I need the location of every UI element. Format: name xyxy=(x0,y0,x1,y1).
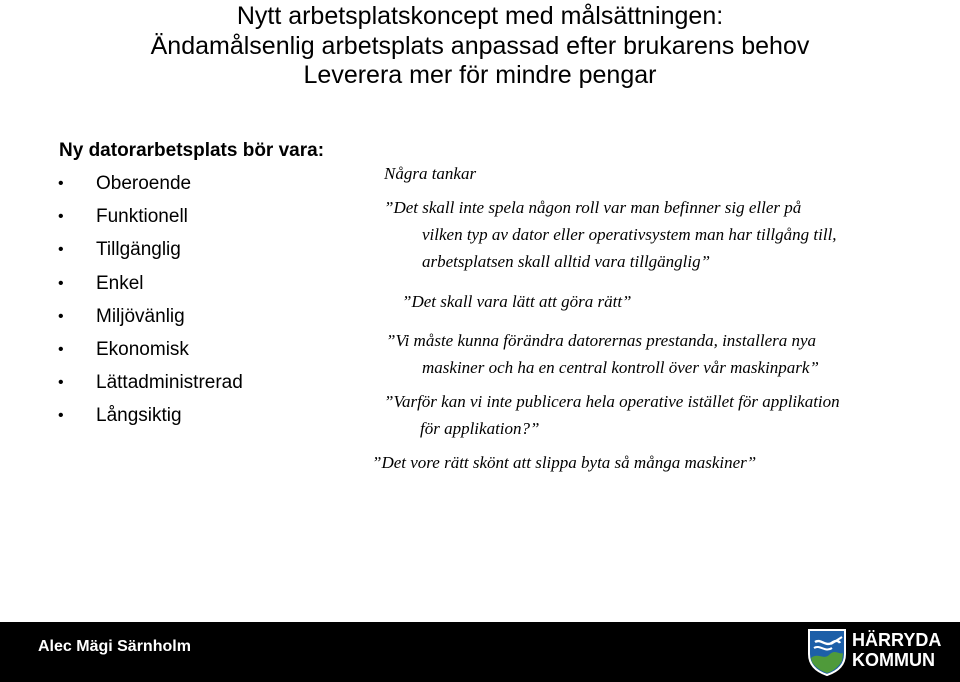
bullet-icon: • xyxy=(58,208,64,226)
title-line-3: Leverera mer för mindre pengar xyxy=(303,61,657,89)
bullet-icon: • xyxy=(58,274,64,292)
presenter-name: Alec Mägi Särnholm xyxy=(38,638,191,655)
logo-text-line-1: HÄRRYDA xyxy=(852,630,942,650)
list-item: • Långsiktig xyxy=(58,402,243,435)
list-item: • Oberoende xyxy=(58,170,243,203)
bullet-icon: • xyxy=(58,175,64,192)
quote-4-line-1: ”Varför kan vi inte publicera hela operative istället för applikation xyxy=(384,392,840,411)
quote-1-line-3: arbetsplatsen skall alltid vara tillgänglig” xyxy=(422,252,711,271)
list-item: • Enkel xyxy=(58,270,243,303)
quote-3-line-2: maskiner och ha en central kontroll över vår maskinpark” xyxy=(422,358,819,377)
logo-text-line-2: KOMMUN xyxy=(852,650,935,670)
list-item: • Miljövänlig xyxy=(58,303,243,336)
title-line-2: Ändamålsenlig arbetsplats anpassad efter brukarens behov xyxy=(150,31,810,60)
thoughts-heading: Några tankar xyxy=(384,164,477,183)
list-item: • Tillgänglig xyxy=(58,236,243,269)
crest-icon xyxy=(806,628,848,676)
harryda-kommun-logo xyxy=(806,628,956,676)
left-heading: Ny datorarbetsplats bör vara: xyxy=(59,140,325,161)
footer-bar xyxy=(0,622,960,682)
quote-1-line-2: vilken typ av dator eller operativsystem man har tillgång till, xyxy=(422,225,837,244)
bullet-icon: • xyxy=(58,241,64,259)
quote-2: ”Det skall vara lätt att göra rätt” xyxy=(402,292,632,311)
list-item: • Lättadministrerad xyxy=(58,369,243,402)
list-item: • Ekonomisk xyxy=(58,336,243,369)
quote-5: ”Det vore rätt skönt att slippa byta så många maskiner” xyxy=(372,453,757,472)
bullet-icon: • xyxy=(58,407,64,425)
quote-4-line-2: för applikation?” xyxy=(420,419,540,438)
quote-1-line-1: ”Det skall inte spela någon roll var man befinner sig eller på xyxy=(384,198,802,217)
title-line-1: Nytt arbetsplatskoncept med målsättningen: xyxy=(236,2,724,30)
bullet-icon: • xyxy=(58,374,64,392)
list-item: • Funktionell xyxy=(58,203,243,236)
bullet-icon: • xyxy=(58,340,64,358)
quote-3-line-1: ”Vi måste kunna förändra datorernas prestanda, installera nya xyxy=(386,331,817,350)
bullet-icon: • xyxy=(58,307,64,325)
